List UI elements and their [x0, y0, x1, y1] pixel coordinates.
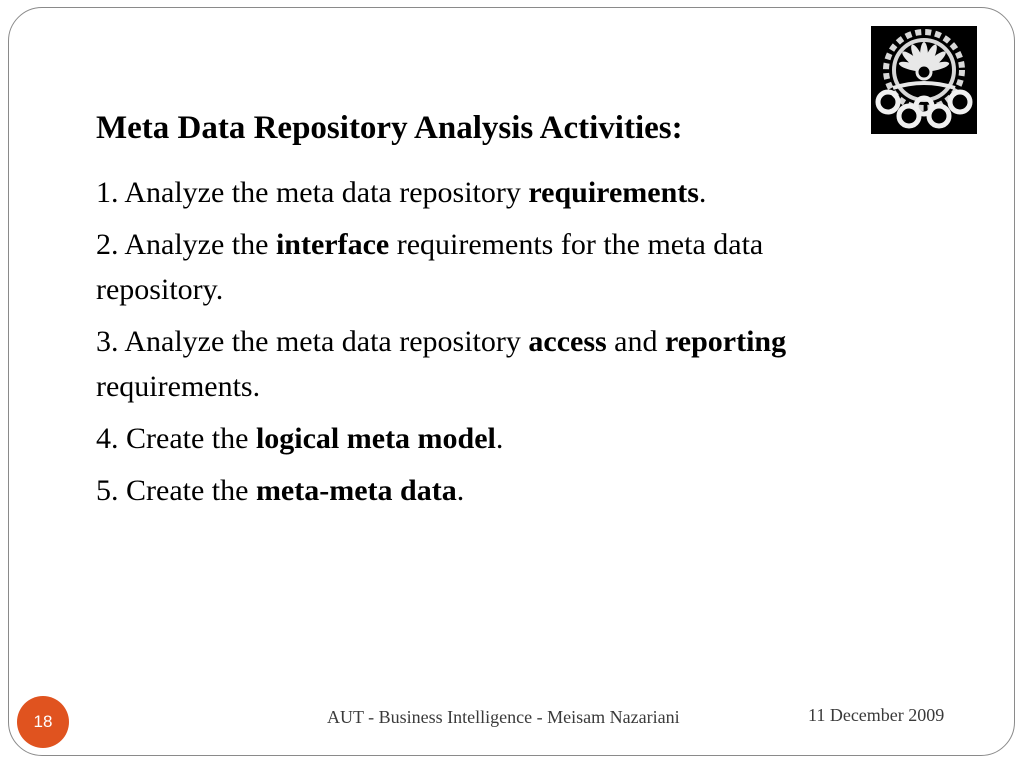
footer-date: 11 December 2009 — [808, 705, 945, 725]
item-text-end: . — [495, 422, 504, 455]
item-text: Create the — [126, 422, 249, 455]
list-item — [96, 170, 966, 215]
item-emphasis: access — [528, 325, 607, 358]
list-item — [96, 468, 966, 513]
item-emphasis: requirements — [528, 176, 699, 209]
item-number: 5. — [96, 474, 119, 507]
item-text: Analyze the — [124, 228, 269, 261]
activity-list — [96, 170, 966, 520]
item-continuation: repository. — [96, 273, 224, 306]
item-text: Analyze the meta data repository — [124, 325, 521, 358]
item-number: 4. — [96, 422, 119, 455]
item-number: 1. — [96, 176, 119, 209]
list-item — [96, 319, 966, 409]
item-text: Create the — [126, 474, 249, 507]
footer-author: AUT - Business Intelligence - Meisam Nazariani — [327, 707, 680, 727]
item-emphasis: meta-meta data — [255, 474, 457, 507]
item-number: 2. — [96, 228, 119, 261]
item-text-end: . — [698, 176, 707, 209]
slide-title: Meta Data Repository Analysis Activities: — [96, 110, 683, 146]
page-number: 18 — [33, 712, 53, 731]
list-item — [96, 416, 966, 461]
item-continuation: requirements. — [96, 370, 261, 403]
page-number-badge — [17, 696, 69, 748]
list-item — [96, 222, 966, 312]
item-text-mid: and — [614, 325, 658, 358]
item-number: 3. — [96, 325, 119, 358]
item-text-end: requirements for the meta data — [396, 228, 764, 261]
university-emblem-icon — [871, 26, 977, 134]
item-text-end: . — [456, 474, 465, 507]
item-emphasis-2: reporting — [665, 325, 787, 358]
item-emphasis: logical meta model — [255, 422, 496, 455]
item-text: Analyze the meta data repository — [124, 176, 521, 209]
item-emphasis: interface — [275, 228, 390, 261]
